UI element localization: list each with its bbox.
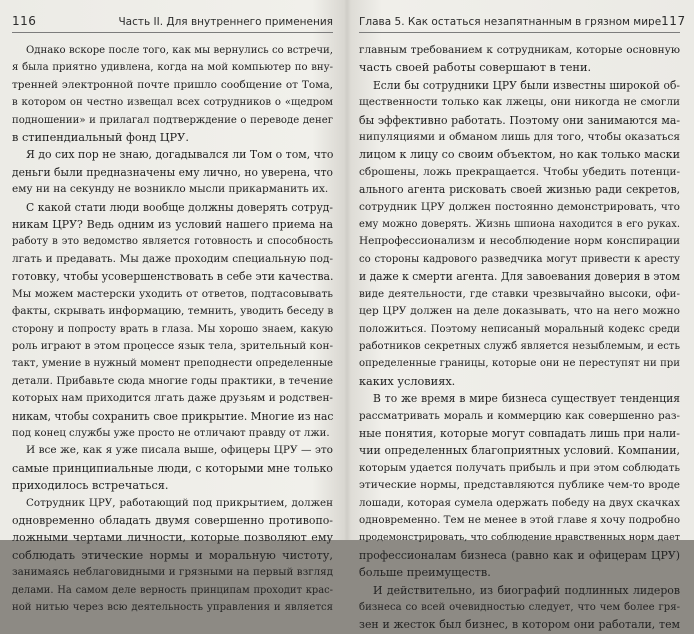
text-line: виде деятельности, где ставки чрезвычайно высоки, офи-	[359, 287, 680, 300]
text-line: И все же, как я уже писала выше, офицеры ЦРУ — это	[26, 444, 333, 457]
text-line: бы эффективно работать. Поэтому они занимаются ма-	[359, 113, 680, 127]
text-line: готовку, чтобы усовершенствовать в себе эти качества.	[12, 270, 334, 284]
text-line: лгать и предавать. Мы даже проходим специальную под-	[12, 252, 333, 265]
text-line: ему ни на секунду не возникло мысли прикарманить их.	[12, 183, 329, 196]
text-line: ные понятия, которые могут совпадать лишь при нали-	[359, 426, 680, 440]
text-line: чии определенных благоприятных условий. Компании,	[359, 444, 680, 458]
text-line: Мы можем мастерски уходить от ответов, подтасовывать	[12, 287, 333, 300]
text-line: подношении» и прилагал подтверждение о переводе денег	[12, 114, 333, 126]
left-page	[0, 0, 347, 613]
text-line: часть своей работы совершают в тени.	[359, 61, 592, 75]
right-page	[347, 0, 694, 632]
text-line: зен и жесток был бизнес, в котором они работали, тем	[359, 618, 680, 632]
text-line: Однако вскоре после того, как мы вернулись со встречи,	[26, 45, 333, 56]
text-line: соблюдать этические нормы и моральную чистоту,	[12, 548, 333, 562]
text-line: сброшены, ложь прекращается. Чтобы убедить потенци-	[359, 165, 680, 178]
text-line: продемонстрировать, что соблюдение нравственных норм дает	[359, 532, 680, 544]
running-title: Часть II. Для внутреннего применения	[118, 16, 333, 28]
text-line: каких условиях.	[359, 374, 456, 388]
text-line: факты, скрывать информацию, темнить, уводить беседу в	[12, 305, 334, 318]
text-line: тренней электронной почте пришло сообщение от Тома,	[12, 78, 333, 91]
text-line: в котором он честно извещал всех сотрудников о «щедром	[12, 97, 333, 109]
right-page-body	[359, 42, 680, 634]
text-line: профессионалам бизнеса (равно как и офицерам ЦРУ)	[359, 548, 680, 562]
text-line: никам, чтобы сохранить свое прикрытие. Многие из нас	[12, 409, 334, 423]
text-line: самые принципиальные люди, с которыми мне только	[12, 461, 333, 475]
text-line: Сотрудник ЦРУ, работающий под прикрытием, должен	[26, 496, 333, 509]
text-line: делами. На самом деле верность принципам проходит крас-	[12, 584, 333, 596]
text-line: щественности только как лжецы, они никогда не смогли	[359, 96, 680, 109]
text-line: приходилось встречаться.	[12, 479, 169, 493]
text-line: под конец службы уже просто не отличают правду от лжи.	[12, 427, 330, 439]
text-line: деньги были предназначены ему лично, но уверена, что	[12, 165, 333, 179]
text-line: работников секретных служб является незыблемым, и есть	[359, 340, 680, 352]
text-line: лицом к лицу со своим объектом, но как только маски	[359, 148, 680, 162]
right-page-header	[359, 14, 686, 33]
left-page-body	[12, 42, 333, 616]
text-line: рассматривать мораль и коммерцию как совершенно раз-	[359, 409, 680, 422]
text-line: и даже к смерти агента. Для завоевания доверия в этом	[359, 270, 680, 284]
text-line: ложными чертами личности, которые позволяют ему	[12, 531, 333, 545]
running-title: Глава 5. Как остаться незапятнанным в грязном мире	[359, 16, 662, 28]
text-line: работу в это ведомство является готовность и способность	[12, 236, 333, 248]
text-line: Я до сих пор не знаю, догадывался ли Том о том, что	[26, 148, 334, 162]
page-number: 116	[12, 14, 37, 28]
text-line: никам ЦРУ? Ведь одним из условий нашего приема на	[12, 218, 333, 232]
text-line: ему можно доверять. Жизнь шпиона находится в его руках.	[359, 219, 680, 231]
text-line: этические нормы, представляются публике чем-то вроде	[359, 479, 680, 492]
text-line: детали. Прибавьте сюда многие годы практики, в течение	[12, 374, 333, 387]
text-line: в стипендиальный фонд ЦРУ.	[12, 131, 189, 145]
text-line: цер ЦРУ должен на деле доказывать, что на него можно	[359, 305, 680, 318]
text-line: ального агента рисковать своей жизнью ради секретов,	[359, 183, 680, 197]
text-line: определенные границы, которые они не переступят ни при	[359, 358, 680, 370]
text-line: такт, умение в нужный момент преподнести определенные	[12, 358, 333, 370]
page-number: 117	[661, 14, 686, 28]
text-line: Если бы сотрудники ЦРУ были известны широкой об-	[373, 78, 680, 92]
text-line: Непрофессионализм и несоблюдение норм конспирации	[359, 235, 680, 248]
text-line: которым удается получать прибыль и при этом соблюдать	[359, 461, 680, 474]
text-line: С какой стати люди вообще должны доверять сотруд-	[26, 200, 333, 214]
text-line: больше преимуществ.	[359, 566, 491, 580]
text-line: одновременно. Тем не менее в этой главе я хочу подробно	[359, 513, 681, 526]
text-line: положиться. Поэтому неписаный моральный кодекс среди	[359, 323, 680, 335]
left-page-header	[12, 14, 333, 33]
text-line: сотрудник ЦРУ должен постоянно демонстрировать, что	[359, 200, 680, 213]
text-line: сторону и попросту врать в глаза. Мы хорошо знаем, какую	[12, 323, 333, 335]
text-line: которых нам приходится лгать даже друзьям и родствен-	[12, 392, 333, 405]
text-line: я была приятно удивлена, когда на мой компьютер по вну-	[12, 62, 333, 74]
text-line: В то же время в мире бизнеса существует тенденция	[373, 392, 680, 406]
text-line: ной нитью через всю деятельность управления и является	[12, 602, 333, 613]
text-line: роль играют в этом процессе язык тела, зрительный кон-	[12, 339, 333, 352]
text-line: главным требованием к сотрудникам, которые основную	[359, 44, 680, 56]
text-line: со стороны кадрового разведчика могут привести к аресту	[359, 253, 680, 265]
text-line: одновременно обладать двумя совершенно противопо-	[12, 513, 333, 527]
text-line: бизнеса со всей очевидностью следует, что чем более гря-	[359, 602, 680, 613]
text-line: нипуляциями и обманом лишь для того, чтобы оказаться	[359, 131, 680, 144]
text-line: занимаясь неблаговидными и грязными на первый взгляд	[12, 566, 333, 579]
text-line: лошади, которая сумела одержать победу на двух скачках	[359, 496, 680, 509]
text-line: И действительно, из биографий подлинных лидеров	[373, 583, 680, 597]
